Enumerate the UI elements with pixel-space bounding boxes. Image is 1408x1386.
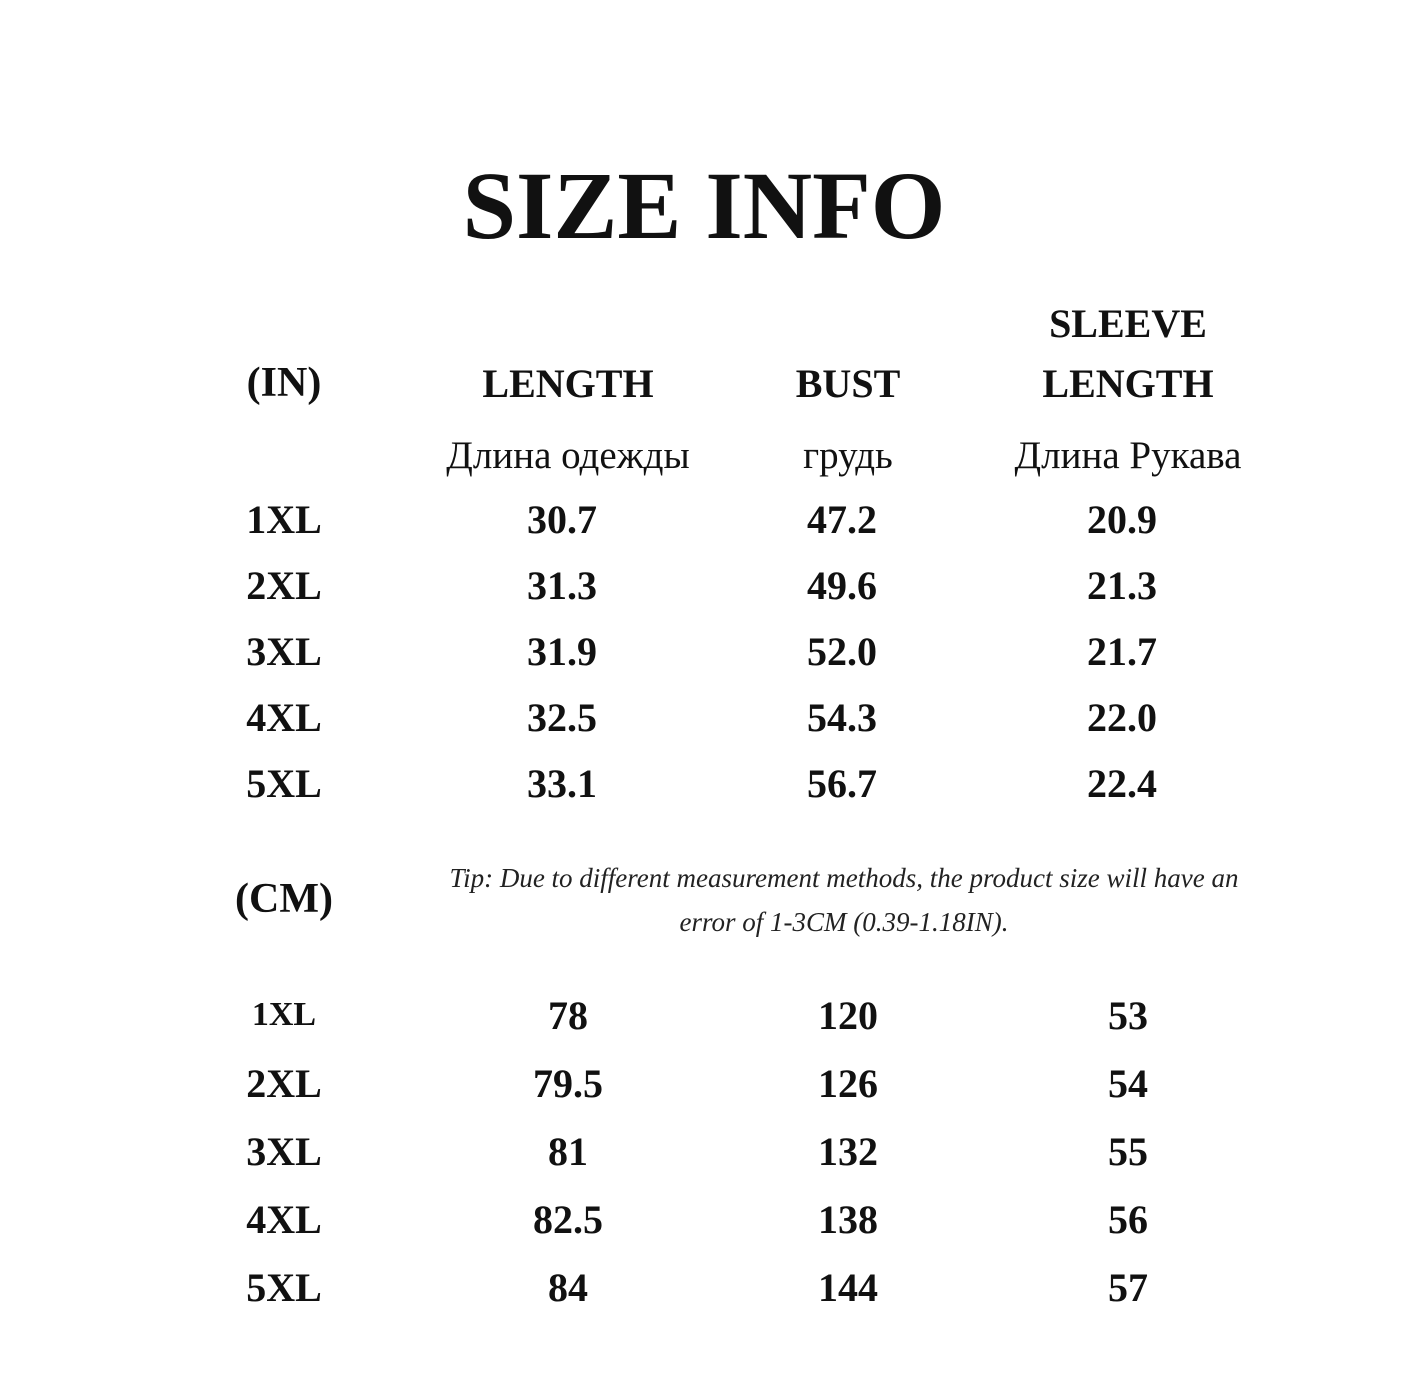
- bust-cell: 49.6: [807, 563, 877, 608]
- size-cell: 1XL: [251, 996, 317, 1033]
- length-cell: 82.5: [533, 1197, 603, 1242]
- sleeve-cell: 20.9: [1087, 497, 1157, 542]
- sleeve-cell: 53: [1108, 993, 1148, 1038]
- sleeve-cell: 56: [1108, 1197, 1148, 1242]
- bust-cell: 132: [818, 1129, 878, 1174]
- length-cell: 78: [548, 993, 588, 1038]
- size-cell: 3XL: [246, 1129, 322, 1174]
- bust-cell: 120: [818, 993, 878, 1038]
- sleeve-cell: 21.7: [1087, 629, 1157, 674]
- sleeve-cell: 22.0: [1087, 695, 1157, 740]
- length-cell: 33.1: [527, 761, 597, 806]
- page-title: SIZE INFO: [462, 152, 946, 259]
- bust-cell: 56.7: [807, 761, 877, 806]
- bust-cell: 47.2: [807, 497, 877, 542]
- subheader-length-ru: Длина одежды: [446, 434, 690, 477]
- bust-cell: 52.0: [807, 629, 877, 674]
- size-cell: 2XL: [246, 563, 322, 608]
- length-cell: 84: [548, 1265, 588, 1310]
- sleeve-cell: 22.4: [1087, 761, 1157, 806]
- size-cell: 4XL: [246, 1197, 322, 1242]
- header-length: LENGTH: [482, 361, 654, 406]
- sleeve-cell: 54: [1108, 1061, 1148, 1106]
- sleeve-cell: 55: [1108, 1129, 1148, 1174]
- length-cell: 31.9: [527, 629, 597, 674]
- length-cell: 32.5: [527, 695, 597, 740]
- bust-cell: 54.3: [807, 695, 877, 740]
- sleeve-cell: 21.3: [1087, 563, 1157, 608]
- unit-label-cm: (CM): [235, 876, 333, 922]
- length-cell: 31.3: [527, 563, 597, 608]
- size-cell: 2XL: [246, 1061, 322, 1106]
- header-sleeve-length: SLEEVE LENGTH: [1042, 301, 1214, 406]
- subheader-sleeve-ru: Длина Рукава: [1014, 434, 1242, 477]
- size-cell: 5XL: [246, 1265, 322, 1310]
- size-cell: 1XL: [246, 497, 322, 542]
- bust-cell: 126: [818, 1061, 878, 1106]
- sleeve-cell: 57: [1108, 1265, 1148, 1310]
- bust-cell: 144: [818, 1265, 878, 1310]
- header-bust: BUST: [795, 361, 901, 406]
- bust-cell: 138: [818, 1197, 878, 1242]
- subheader-bust-ru: грудь: [803, 434, 893, 477]
- size-cell: 5XL: [246, 761, 322, 806]
- length-cell: 79.5: [533, 1061, 603, 1106]
- size-cell: 4XL: [246, 695, 322, 740]
- size-cell: 3XL: [246, 629, 322, 674]
- length-cell: 30.7: [527, 497, 597, 542]
- unit-label-inches: (IN): [246, 360, 322, 406]
- tip-note: Tip: Due to different measurement methods, the product size will have an error of 1-3CM (0.39-1.18IN).: [449, 863, 1239, 937]
- length-cell: 81: [548, 1129, 588, 1174]
